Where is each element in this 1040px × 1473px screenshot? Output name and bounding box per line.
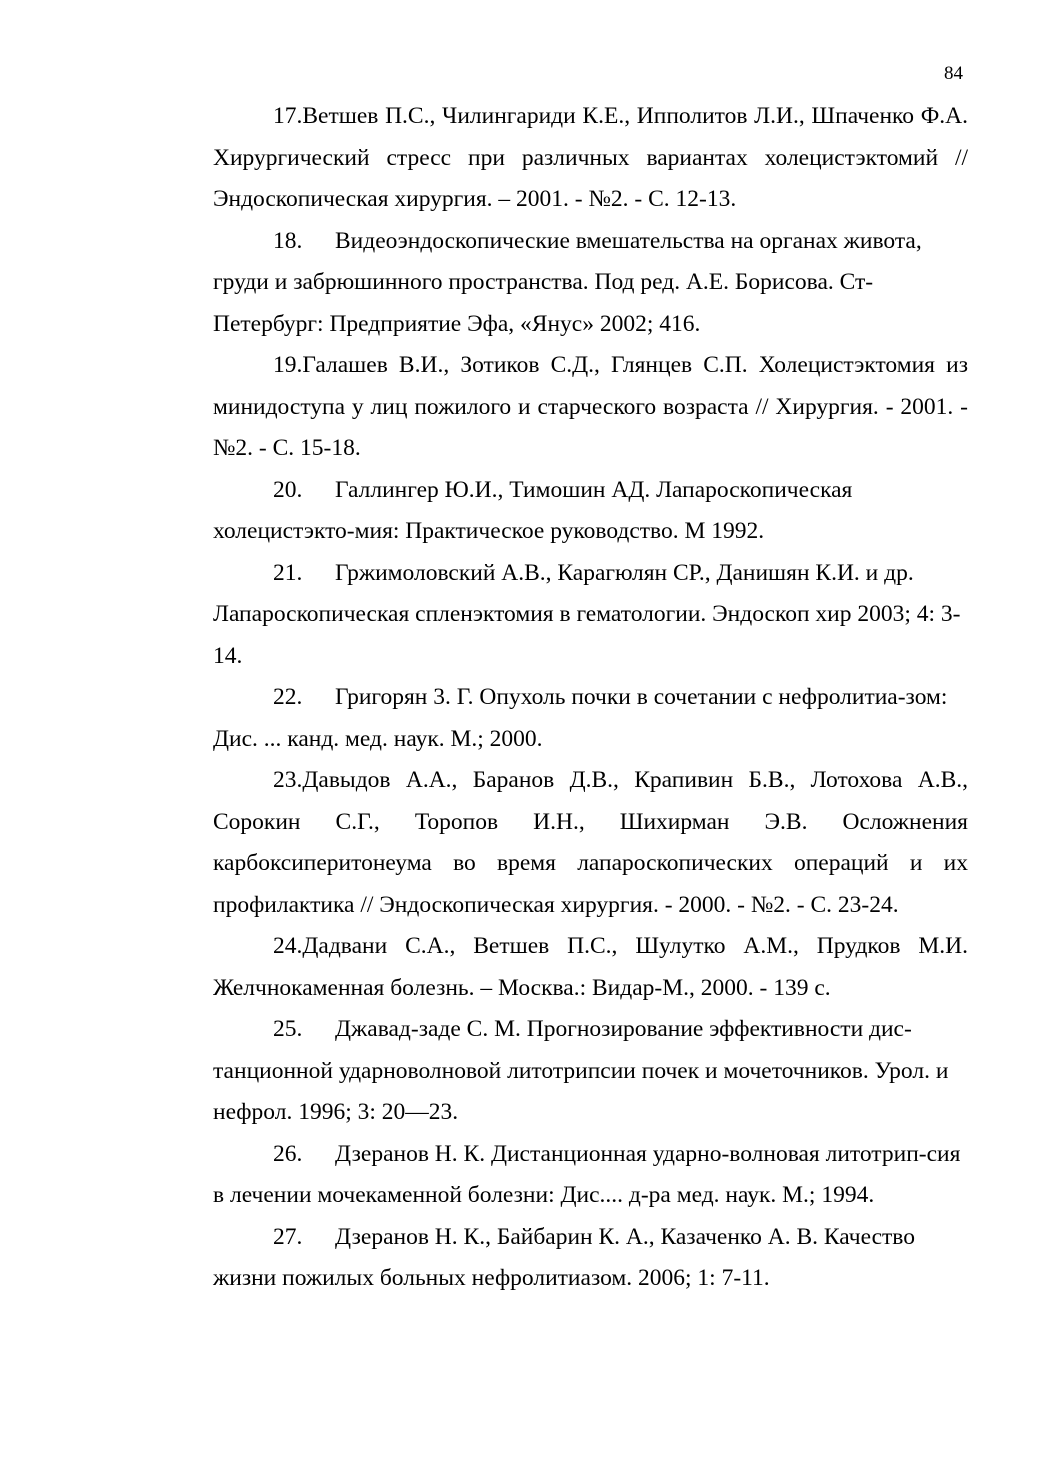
reference-item-25 [213,1009,968,1134]
reference-number: 18. [273,227,303,254]
reference-item-24 [213,926,968,1009]
reference-text: Дзеранов Н. К. Дистанционная ударно-волновая литотрип-сия в лечении мочекаменной болезни: Дис.... д-ра мед. наук. М.; 1994. [213,1140,961,1208]
reference-text: Галлингер Ю.И., Тимошин АД. Лапароскопическая холецистэкто-мия: Практическое руководство. М 1992. [213,476,853,544]
reference-item-19 [213,345,968,470]
reference-text: Дзеранов Н. К., Байбарин К. А., Казаченко А. В. Качество жизни пожилых больных нефролитиазом. 2006; 1: 7-11. [213,1223,915,1291]
reference-item-18 [213,221,968,346]
reference-text: Григорян 3. Г. Опухоль почки в сочетании с нефролитиа-зом: Дис. ... канд. мед. наук. М.; 2000. [213,684,948,752]
reference-text: Гржимоловский А.В., Карагюлян СР., Данишян К.И. и др. Лапароскопическая спленэктомия в гематологии. Эндоскоп хир 2003; 4: 3-14. [213,559,961,669]
reference-number: 22. [273,684,303,710]
reference-number: 17. [273,103,303,129]
reference-text: Галашев В.И., Зотиков С.Д., Глянцев С.П. Холецистэктомия из минидоступа у лиц пожилого и старческого возраста // Хирургия. - 2001. - №2. - С. 15-18. [213,352,968,461]
page-number: 84 [944,63,963,84]
reference-list [213,96,968,1300]
reference-number: 19. [273,352,303,378]
reference-item-20 [213,470,968,553]
reference-number: 27. [273,1223,303,1250]
reference-number: 25. [273,1016,303,1042]
reference-item-26 [213,1134,968,1217]
reference-text: Джавад-заде С. М. Прогнозирование эффективности дис-танционной ударноволновой литотрипсии почек и мочеточников. Урол. и нефрол. 1996; 3: 20—23. [213,1016,949,1125]
reference-number: 20. [273,476,303,503]
reference-text: Дадвани С.А., Ветшев П.С., Шулутко А.М., Прудков М.И. Желчнокаменная болезнь. – Москва.: Видар-М., 2000. - 139 с. [213,933,968,1001]
reference-number: 24. [273,933,303,959]
reference-item-17 [213,96,968,221]
reference-item-23 [213,760,968,926]
reference-number: 23. [273,767,303,793]
reference-number: 26. [273,1140,303,1167]
reference-text: Видеоэндоскопические вмешательства на органах живота, груди и забрюшинного пространства. Под ред. А.Е. Борисова. Ст-Петербург: Предприятие Эфа, «Янус» 2002; 416. [213,227,922,337]
reference-text: Давыдов А.А., Баранов Д.В., Крапивин Б.В., Лотохова А.В., Сорокин С.Г., Торопов И.Н., Шихирман Э.В. Осложнения карбоксиперитонеума во время лапароскопических операций и их профилактика // Эндоскопическая хирургия. - 2000. - №2. - С. 23-24. [213,767,968,918]
reference-text: Ветшев П.С., Чилингариди К.Е., Ипполитов Л.И., Шпаченко Ф.А. Хирургический стресс при различных вариантах холецистэктомий // Эндоскопическая хирургия. – 2001. - №2. - С. 12-13. [213,103,968,212]
reference-item-22 [213,677,968,760]
reference-item-21 [213,553,968,678]
reference-item-27 [213,1217,968,1300]
reference-number: 21. [273,559,303,586]
